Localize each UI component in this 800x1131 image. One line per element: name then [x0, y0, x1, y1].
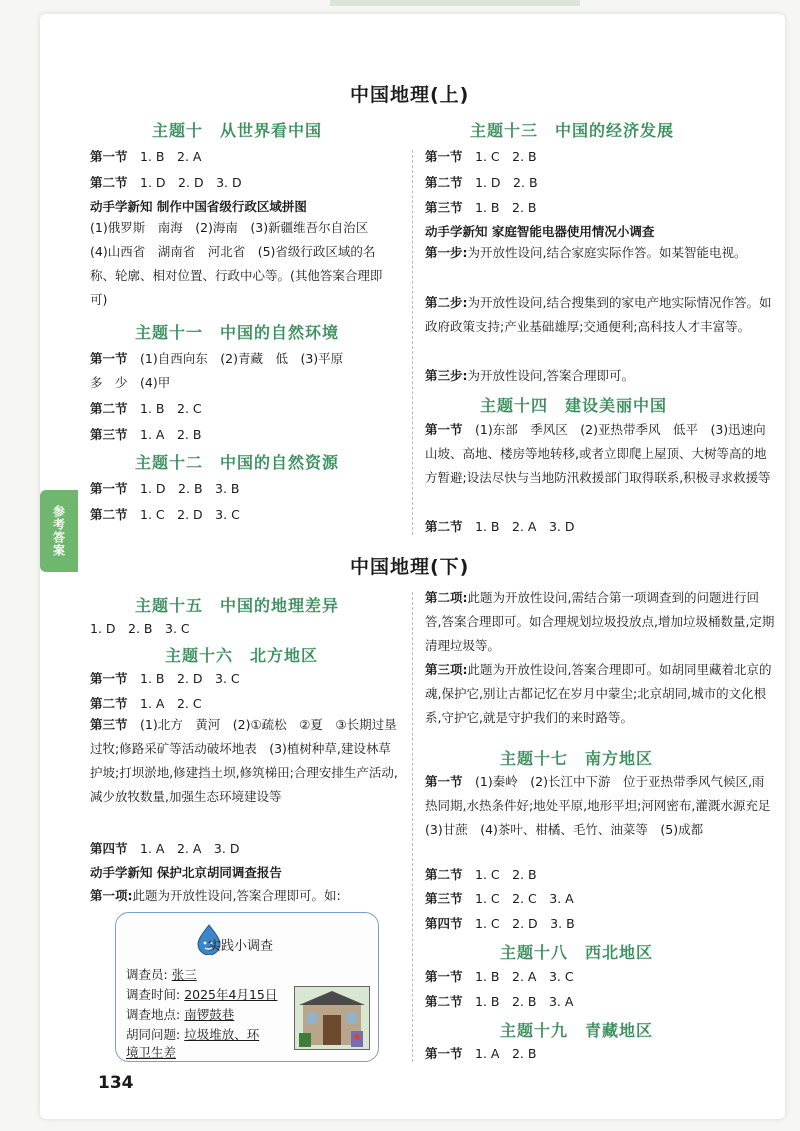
answer-line: 第二节 1. B 2. B 3. A — [425, 994, 574, 1009]
page-number: 134 — [98, 1073, 134, 1093]
theme-14-title: 主题十四 建设美丽中国 — [480, 396, 668, 415]
section-title-upper: 中国地理(上) — [350, 84, 470, 106]
card-row: 胡同问题: 垃圾堆放、环 — [126, 1027, 260, 1042]
answer-paragraph: 第三节 (1)北方 黄河 (2)①疏松 ②夏 ③长期过垦过牧;修路采矿等活动破坏地表 (3)植树种草,建设林草护坡;打坝淤地,修建挡土坝,修筑梯田;合理安排生产活动,减少放牧数量,加强生态环境建设等 — [90, 717, 398, 804]
answer-paragraph: 第二项:此题为开放性设问,需结合第一项调查到的问题进行回答,答案合理即可。如合理规划垃圾投放点,增加垃圾桶数量,定期清理垃圾等。 — [425, 590, 775, 653]
answer-paragraph: 第二步:为开放性设问,结合搜集到的家电产地实际情况作答。如政府政策支持;产业基础雄厚;交通便利;高科技人才丰富等。 — [425, 295, 772, 334]
activity-title: 动手学新知 制作中国省级行政区域拼图 — [90, 199, 307, 214]
answer-paragraph: 第一节 (1)东部 季风区 (2)亚热带季风 低平 (3)迅速向山坡、高地、楼房等地转移,或者立即爬上屋顶、大树等高的地方暂避;设法尽快与当地防汛救援部门取得联系,积极寻求救援等 — [425, 422, 771, 485]
answer-line: 第二节 1. D 2. D 3. D — [90, 175, 242, 190]
theme-19-title: 主题十九 青藏地区 — [500, 1021, 654, 1040]
answer-paragraph: 第三步:为开放性设问,答案合理即可。 — [425, 368, 634, 383]
answer-paragraph: 第一步:为开放性设问,结合家庭实际作答。如某智能电视。 — [425, 245, 747, 260]
answer-line: 第一节 1. B 2. D 3. C — [90, 671, 240, 686]
answer-line: 第三节 1. C 2. C 3. A — [425, 891, 574, 906]
theme-10-title: 主题十 从世界看中国 — [152, 121, 323, 140]
theme-11-title: 主题十一 中国的自然环境 — [135, 323, 340, 342]
theme-12-title: 主题十二 中国的自然资源 — [135, 453, 340, 472]
answer-line: 第四节 1. A 2. A 3. D — [90, 841, 240, 856]
answer-line: 1. D 2. B 3. C — [90, 621, 190, 636]
answer-paragraph: 第三项:此题为开放性设问,答案合理即可。如胡同里藏着北京的魂,保护它,别让古都记忆在岁月中蒙尘;北京胡同,城市的文化根系,守护它,就是守护我们的来时路等。 — [425, 662, 772, 725]
theme-16-title: 主题十六 北方地区 — [165, 646, 319, 665]
answer-line: 第一节 1. D 2. B 3. B — [90, 481, 240, 496]
answer-line: 第三节 1. A 2. B — [90, 427, 202, 442]
section-title-lower: 中国地理(下) — [350, 556, 470, 578]
card-title: 实践小调查 — [208, 939, 274, 954]
theme-15-title: 主题十五 中国的地理差异 — [135, 596, 340, 615]
column-divider-upper — [412, 150, 413, 535]
answer-line: 第一节 1. C 2. B — [425, 149, 537, 164]
answer-line: 第二节 1. C 2. B — [425, 867, 537, 882]
answer-line: 第一节 1. B 2. A — [90, 149, 202, 164]
activity-title: 动手学新知 保护北京胡同调查报告 — [90, 865, 282, 880]
answer-line: 第二节 1. D 2. B — [425, 175, 538, 190]
card-row: 境卫生差 — [126, 1045, 177, 1060]
answer-line: 第二节 1. B 2. A 3. D — [425, 519, 575, 534]
activity-title: 动手学新知 家庭智能电器使用情况小调查 — [425, 224, 655, 239]
theme-18-title: 主题十八 西北地区 — [500, 943, 654, 962]
side-tab: 参考答案 — [40, 490, 78, 572]
answer-line: 第二节 1. A 2. C — [90, 696, 202, 711]
answer-line: 第四节 1. C 2. D 3. B — [425, 916, 575, 931]
hutong-illustration — [294, 986, 370, 1050]
answer-line: 第二节 1. C 2. D 3. C — [90, 507, 240, 522]
answer-paragraph: 第一节 (1)秦岭 (2)长江中下游 位于亚热带季风气候区,雨热同期,水热条件好;地处平原,地形平坦;河网密布,灌溉水源充足 (3)甘蔗 (4)茶叶、柑橘、毛竹、油菜等 (5)成都 — [425, 774, 783, 837]
card-row: 调查员: 张三 — [126, 967, 197, 982]
theme-13-title: 主题十三 中国的经济发展 — [470, 121, 675, 140]
answer-line: 第一节 1. A 2. B — [425, 1046, 537, 1061]
card-row: 调查时间: 2025年4月15日 — [126, 987, 278, 1002]
answer-line: 第三节 1. B 2. B — [425, 200, 537, 215]
answer-line: 多 少 (4)甲 — [90, 375, 171, 390]
theme-17-title: 主题十七 南方地区 — [500, 749, 654, 768]
survey-card — [115, 912, 379, 1062]
answer-paragraph: (1)俄罗斯 南海 (2)海南 (3)新疆维吾尔自治区 (4)山西省 湖南省 河北省 (5)省级行政区域的名称、轮廓、相对位置、行政中心等。(其他答案合理即可) — [90, 220, 383, 307]
answer-line: 第一节 1. B 2. A 3. C — [425, 969, 574, 984]
column-divider-lower — [412, 592, 413, 1062]
answer-line: 第一项:此题为开放性设问,答案合理即可。如: — [90, 888, 341, 903]
answer-line: 第二节 1. B 2. C — [90, 401, 202, 416]
answer-line: 第一节 (1)自西向东 (2)青藏 低 (3)平原 — [90, 351, 344, 366]
top-strip — [330, 0, 580, 6]
card-row: 调查地点: 南锣鼓巷 — [126, 1007, 235, 1022]
